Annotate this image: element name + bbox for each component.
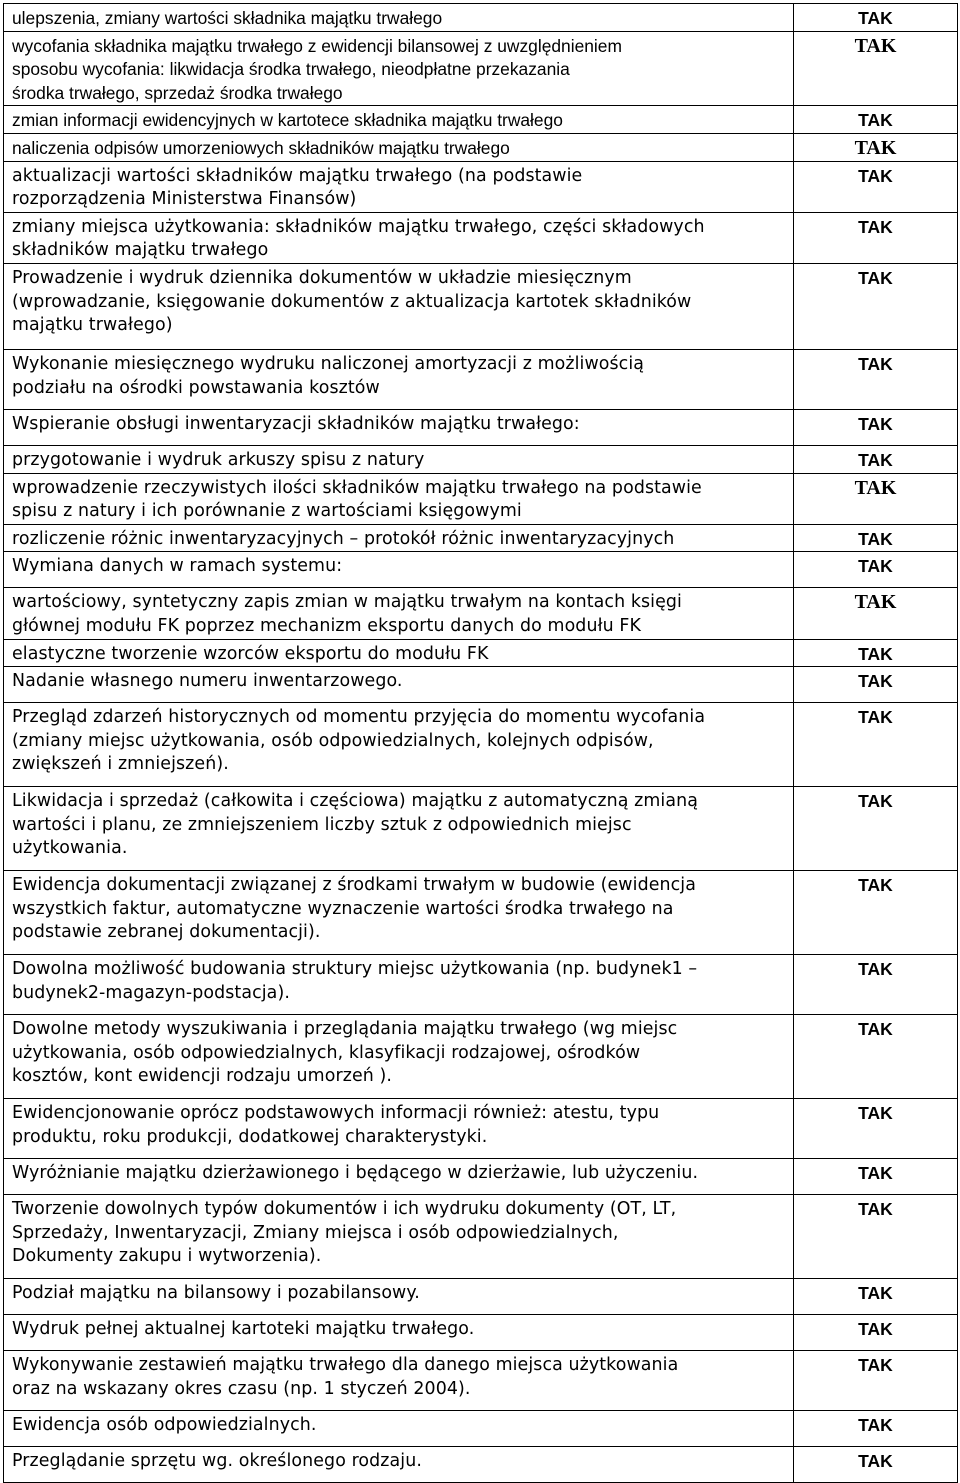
requirement-description [4, 1015, 794, 1099]
requirement-value: TAK [794, 1411, 958, 1447]
table-row [4, 4, 958, 32]
requirement-value: TAK [794, 703, 958, 787]
table-row [4, 106, 958, 134]
requirement-text-line: rozliczenie różnic inwentaryzacyjnych – protokół różnic inwentaryzacyjnych [12, 528, 675, 549]
requirement-text-line: Wymiana danych w ramach systemu: [12, 556, 343, 577]
requirement-text-line: Ewidencjonowanie oprócz podstawowych informacji również: atestu, typu [12, 1103, 660, 1124]
requirements-table-body [4, 4, 958, 1483]
requirement-text-line: zwiększeń i zmniejszeń). [12, 754, 229, 775]
requirement-description [4, 524, 794, 552]
table-row [4, 31, 958, 106]
table-row [4, 588, 958, 639]
requirement-text-line: Wykonywanie zestawień majątku trwałego dla danego miejsca użytkowania [12, 1355, 679, 1376]
requirement-text-line: elastyczne tworzenie wzorców eksportu do modułu FK [12, 643, 489, 664]
table-row [4, 639, 958, 667]
requirement-value: TAK [794, 349, 958, 409]
table-row [4, 552, 958, 588]
requirement-text-line: sposobu wycofania: likwidacja środka trwałego, nieodpłatne przekazania [12, 59, 570, 80]
requirement-description [4, 552, 794, 588]
requirement-description [4, 133, 794, 161]
requirement-text-line: Wydruk pełnej aktualnej kartoteki majątku trwałego. [12, 1319, 475, 1340]
requirement-description [4, 1447, 794, 1483]
requirement-text-line: produktu, roku produkcji, dodatkowej charakterystyki. [12, 1126, 488, 1147]
requirement-value: TAK [794, 871, 958, 955]
requirement-value: TAK [794, 1279, 958, 1315]
requirement-text-line: Sprzedaży, Inwentaryzacji, Zmiany miejsca i osób odpowiedzialnych, [12, 1222, 619, 1243]
table-row [4, 445, 958, 473]
requirement-description [4, 473, 794, 524]
table-row [4, 524, 958, 552]
requirement-text-line: Prowadzenie i wydruk dziennika dokumentów w układzie miesięcznym [12, 267, 632, 288]
requirement-text-line: Nadanie własnego numeru inwentarzowego. [12, 671, 403, 692]
requirement-value: TAK [794, 4, 958, 32]
requirement-description [4, 1315, 794, 1351]
table-row [4, 703, 958, 787]
requirement-text-line: Dokumenty zakupu i wytworzenia). [12, 1246, 322, 1267]
requirement-text-line: oraz na wskazany okres czasu (np. 1 styczeń 2004). [12, 1378, 471, 1399]
requirement-value: TAK [794, 409, 958, 445]
requirements-table [3, 3, 958, 1483]
requirement-description [4, 4, 794, 32]
requirement-text-line: głównej modułu FK poprzez mechanizm eksportu danych do modułu FK [12, 615, 641, 636]
requirement-value: TAK [794, 31, 958, 106]
requirement-text-line: Dowolne metody wyszukiwania i przeglądania majątku trwałego (wg miejsc [12, 1019, 678, 1040]
requirement-text-line: Ewidencja dokumentacji związanej z środkami trwałym w budowie (ewidencja [12, 875, 696, 896]
requirement-text-line: wprowadzenie rzeczywistych ilości składników majątku trwałego na podstawie [12, 477, 702, 498]
table-row [4, 161, 958, 212]
requirement-description [4, 1351, 794, 1411]
table-row [4, 1447, 958, 1483]
requirement-text-line: Wyróżnianie majątku dzierżawionego i będącego w dzierżawie, lub użyczeniu. [12, 1163, 699, 1184]
requirement-value: TAK [794, 473, 958, 524]
table-row [4, 1015, 958, 1099]
table-row [4, 1315, 958, 1351]
requirement-value: TAK [794, 1351, 958, 1411]
requirement-text-line: budynek2-magazyn-podstacja). [12, 982, 290, 1003]
table-row [4, 1279, 958, 1315]
table-row [4, 1351, 958, 1411]
requirement-text-line: zmian informacji ewidencyjnych w kartotece składnika majątku trwałego [12, 110, 563, 131]
requirement-description [4, 955, 794, 1015]
requirement-text-line: Podział majątku na bilansowy i pozabilansowy. [12, 1283, 420, 1304]
requirement-text-line: aktualizacji wartości składników majątku trwałego (na podstawie [12, 165, 583, 186]
requirement-description [4, 161, 794, 212]
requirement-text-line: wszystkich faktur, automatyczne wyznaczenie wartości środka trwałego na [12, 898, 674, 919]
requirement-text-line: środka trwałego, sprzedaż środka trwałego [12, 82, 343, 103]
requirement-description [4, 667, 794, 703]
requirement-text-line: Przeglądanie sprzętu wg. określonego rodzaju. [12, 1451, 422, 1472]
requirement-value: TAK [794, 1447, 958, 1483]
requirement-text-line: Wykonanie miesięcznego wydruku naliczonej amortyzacji z możliwością [12, 353, 645, 374]
requirement-text-line: wycofania składnika majątku trwałego z ewidencji bilansowej z uwzględnieniem [12, 35, 622, 56]
requirement-description [4, 1099, 794, 1159]
requirement-value: TAK [794, 1015, 958, 1099]
requirement-description [4, 1195, 794, 1279]
table-row [4, 409, 958, 445]
requirement-description [4, 703, 794, 787]
requirement-value: TAK [794, 955, 958, 1015]
requirement-description [4, 1159, 794, 1195]
requirement-value: TAK [794, 588, 958, 639]
requirement-description [4, 409, 794, 445]
requirement-value: TAK [794, 639, 958, 667]
requirement-value: TAK [794, 263, 958, 349]
requirement-text-line: (wprowadzanie, księgowanie dokumentów z aktualizacja kartotek składników [12, 291, 692, 312]
requirement-text-line: Wspieranie obsługi inwentaryzacji składników majątku trwałego: [12, 413, 580, 434]
requirement-description [4, 212, 794, 263]
requirement-text-line: Dowolna możliwość budowania struktury miejsc użytkowania (np. budynek1 – [12, 959, 698, 980]
requirement-text-line: spisu z natury i ich porównanie z wartościami księgowymi [12, 501, 522, 522]
table-row [4, 667, 958, 703]
requirement-text-line: wartościowy, syntetyczny zapis zmian w majątku trwałym na kontach księgi [12, 592, 682, 613]
requirement-text-line: składników majątku trwałego [12, 240, 269, 261]
requirement-text-line: majątku trwałego) [12, 315, 173, 336]
requirement-text-line: rozporządzenia Ministerstwa Finansów) [12, 189, 357, 210]
requirement-text-line: Likwidacja i sprzedaż (całkowita i częściowa) majątku z automatyczną zmianą [12, 791, 698, 812]
requirement-value: TAK [794, 106, 958, 134]
requirement-description [4, 445, 794, 473]
requirement-value: TAK [794, 133, 958, 161]
table-row [4, 787, 958, 871]
table-row [4, 1195, 958, 1279]
requirement-text-line: Przegląd zdarzeń historycznych od momentu przyjęcia do momentu wycofania [12, 707, 706, 728]
requirement-description [4, 31, 794, 106]
requirement-value: TAK [794, 1159, 958, 1195]
requirement-description [4, 1411, 794, 1447]
requirement-description [4, 349, 794, 409]
requirement-description [4, 106, 794, 134]
table-row [4, 1411, 958, 1447]
requirement-value: TAK [794, 787, 958, 871]
requirement-description [4, 1279, 794, 1315]
requirement-value: TAK [794, 552, 958, 588]
requirement-value: TAK [794, 445, 958, 473]
requirement-text-line: podstawie zebranej dokumentacji). [12, 922, 321, 943]
table-row [4, 1099, 958, 1159]
table-row [4, 871, 958, 955]
requirement-value: TAK [794, 667, 958, 703]
requirement-description [4, 787, 794, 871]
table-row [4, 955, 958, 1015]
requirement-value: TAK [794, 161, 958, 212]
requirement-text-line: przygotowanie i wydruk arkuszy spisu z natury [12, 449, 425, 470]
requirement-text-line: wartości i planu, ze zmniejszeniem liczby sztuk z odpowiednich miejsc [12, 814, 632, 835]
requirement-text-line: kosztów, kont ewidencji rodzaju umorzeń ). [12, 1066, 392, 1087]
requirement-description [4, 871, 794, 955]
requirement-text-line: zmiany miejsca użytkowania: składników majątku trwałego, części składowych [12, 216, 705, 237]
requirement-text-line: Tworzenie dowolnych typów dokumentów i ich wydruku dokumenty (OT, LT, [12, 1199, 677, 1220]
requirement-text-line: naliczenia odpisów umorzeniowych składników majątku trwałego [12, 137, 510, 158]
requirement-text-line: (zmiany miejsc użytkowania, osób odpowiedzialnych, kolejnych odpisów, [12, 730, 654, 751]
requirement-description [4, 263, 794, 349]
requirement-description [4, 588, 794, 639]
table-row [4, 473, 958, 524]
table-row [4, 133, 958, 161]
requirement-text-line: użytkowania. [12, 838, 128, 859]
table-row [4, 1159, 958, 1195]
requirement-value: TAK [794, 212, 958, 263]
requirement-value: TAK [794, 1099, 958, 1159]
requirement-text-line: podziału na ośrodki powstawania kosztów [12, 377, 380, 398]
requirement-value: TAK [794, 524, 958, 552]
requirement-text-line: użytkowania, osób odpowiedzialnych, klasyfikacji rodzajowej, ośrodków [12, 1042, 641, 1063]
requirement-value: TAK [794, 1315, 958, 1351]
requirement-text-line: ulepszenia, zmiany wartości składnika majątku trwałego [12, 8, 443, 28]
table-row [4, 212, 958, 263]
requirement-text-line: Ewidencja osób odpowiedzialnych. [12, 1415, 317, 1436]
requirement-description [4, 639, 794, 667]
requirement-value: TAK [794, 1195, 958, 1279]
table-row [4, 263, 958, 349]
table-row [4, 349, 958, 409]
